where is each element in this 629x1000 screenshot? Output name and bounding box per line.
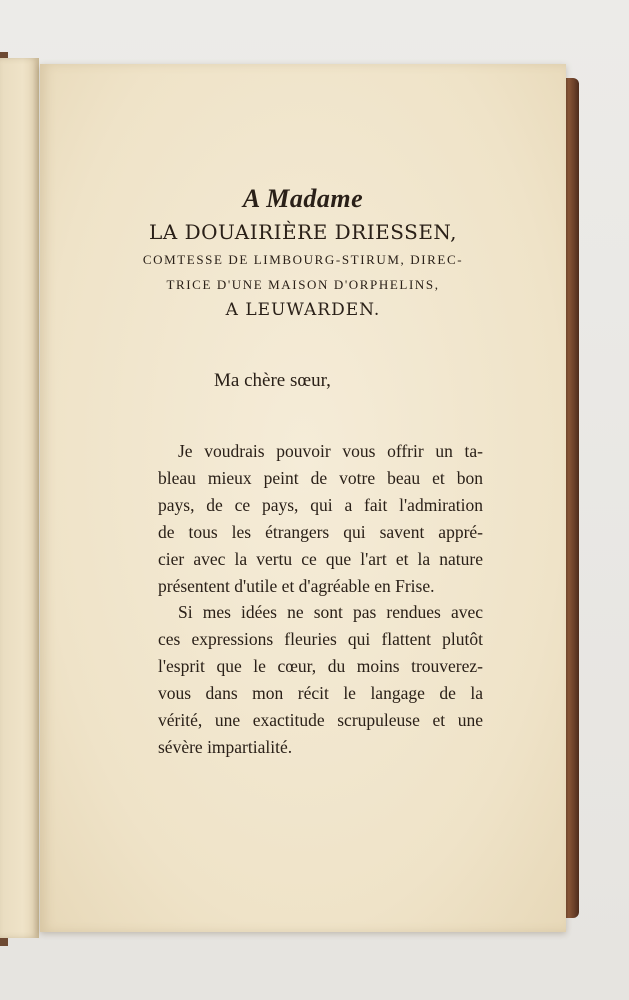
text-line: sévère impartialité. (158, 737, 293, 757)
text-line: vous dans mon récit le langage de la (158, 683, 483, 703)
text-line: cier avec la vertu ce que l'art et la nature (158, 549, 483, 569)
salutation: Ma chère sœur, (214, 370, 331, 391)
text-line: l'esprit que le cœur, du moins trouverez- (158, 656, 483, 676)
dedicatee-title-line-1: COMTESSE DE LIMBOURG-STIRUM, DIREC- (142, 252, 464, 267)
text-line: présentent d'utile et d'agréable en Frise. (158, 576, 435, 596)
dedicatee-city: A LEUWARDEN. (225, 300, 381, 320)
text-line: bleau mieux peint de votre beau et bon (158, 468, 483, 488)
dedicatee-title-line-2: TRICE D'UNE MAISON D'ORPHELINS, (166, 277, 440, 292)
dedication-heading: A Madame (242, 184, 364, 213)
paragraph-1 (158, 438, 483, 600)
text-line: Si mes idées ne sont pas rendues avec (178, 602, 483, 622)
text-line: pays, de ce pays, qui a fait l'admiration (158, 495, 483, 515)
paragraph-2 (158, 599, 483, 761)
text-line: vérité, une exactitude scrupuleuse et une (158, 710, 483, 730)
book-page (40, 64, 566, 932)
text-line: Je voudrais pouvoir vous offrir un ta- (178, 441, 483, 461)
text-line: de tous les étrangers qui savent appré- (158, 522, 483, 542)
text-line: ces expressions fleuries qui flattent plutôt (158, 629, 483, 649)
facing-page (0, 58, 39, 938)
dedicatee-name: LA DOUAIRIÈRE DRIESSEN, (149, 220, 457, 244)
